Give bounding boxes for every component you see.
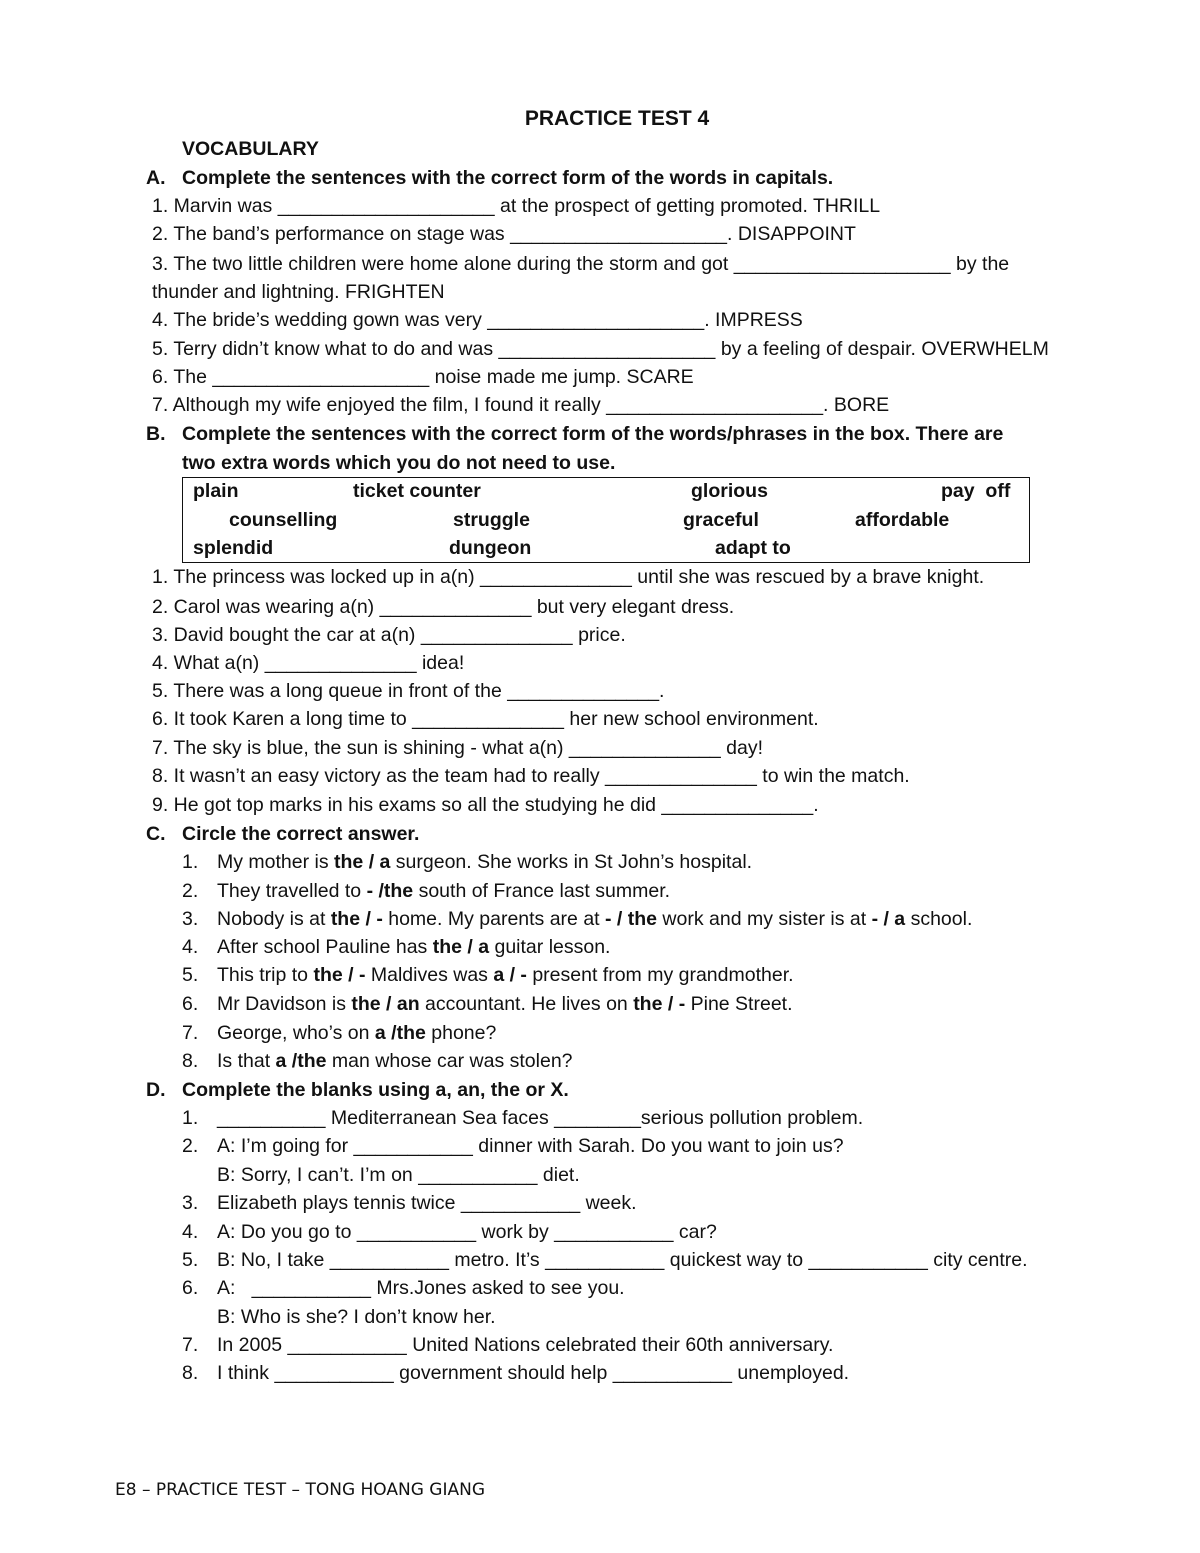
sentence-text: school. [905,908,973,930]
answer-options[interactable]: - / a [871,908,906,930]
answer-options[interactable]: the / - [313,964,366,986]
item-number: 4. [182,936,199,958]
item-number: 2. [182,880,199,902]
exercise-a-item: 4. The bride’s wedding gown was very ____________________. IMPRESS [152,309,803,331]
sentence-text: My mother is [217,851,335,873]
sentence-text: B: Sorry, I can’t. I’m on ___________ diet. [217,1164,580,1186]
page-footer: E8 – PRACTICE TEST – TONG HOANG GIANG [115,1480,486,1500]
exercise-d-item [182,1361,849,1385]
sentence-text: A: ___________ Mrs.Jones asked to see you. [217,1277,625,1299]
word-box-item: dungeon [449,537,532,559]
item-number: 5. [182,1249,199,1271]
answer-options[interactable]: a /the [374,1022,426,1044]
sentence-text: Nobody is at [217,908,331,930]
section-d-instruction: Complete the blanks using a, an, the or X. [182,1079,569,1101]
exercise-a-item-continued: thunder and lightning. FRIGHTEN [152,281,445,303]
sentence-text: After school Pauline has [217,936,433,958]
exercise-a-item: 1. Marvin was ____________________ at the prospect of getting promoted. THRILL [152,195,881,217]
sentence-text: phone? [425,1022,497,1044]
item-number: 6. [182,993,199,1015]
item-number: 7. [182,1334,199,1356]
sentence-text: Pine Street. [685,993,793,1015]
word-box-item: graceful [683,509,759,531]
sentence-text: home. My parents are at [382,908,605,930]
exercise-c-item [182,850,752,874]
answer-options[interactable]: the / a [334,851,391,873]
section-b-instruction-continued: two extra words which you do not need to use. [182,452,616,474]
answer-options[interactable]: the / - [330,908,383,930]
sentence-text: present from my grandmother. [526,964,794,986]
exercise-d-item [182,1134,844,1158]
sentence-text: B: No, I take ___________ metro. It’s ___________ quickest way to ___________ city centre. [217,1249,1028,1271]
word-box-item: ticket counter [353,480,481,502]
word-box-item: pay off [941,480,1011,502]
exercise-c-item [182,992,793,1016]
exercise-d-item [182,1163,580,1187]
exercise-d-item [182,1220,717,1244]
sentence-text: B: Who is she? I don’t know her. [217,1306,496,1328]
answer-options[interactable]: the / an [351,993,420,1015]
item-number: 2. [182,1135,199,1157]
exercise-c-item [182,907,972,931]
exercise-b-item: 1. The princess was locked up in a(n) ______________ until she was rescued by a brave knight. [152,566,985,588]
exercise-b-item: 3. David bought the car at a(n) ______________ price. [152,624,626,646]
sentence-text: Mr Davidson is [217,993,352,1015]
sentence-text: This trip to [217,964,314,986]
exercise-a-item: 5. Terry didn’t know what to do and was ____________________ by a feeling of despair. OVERWHELM [152,338,1049,360]
exercise-d-item [182,1276,625,1300]
exercise-b-item: 6. It took Karen a long time to ______________ her new school environment. [152,708,819,730]
word-box-item: glorious [691,480,768,502]
exercise-a-item: 3. The two little children were home alone during the storm and got ____________________ by the [152,253,1010,275]
section-a-letter: A. [146,167,166,189]
answer-options[interactable]: - /the [366,880,414,902]
answer-options[interactable]: a / - [493,964,527,986]
sentence-text: accountant. He lives on [419,993,634,1015]
section-c-letter: C. [146,823,166,845]
section-c-instruction: Circle the correct answer. [182,823,420,845]
exercise-d-item [182,1333,833,1357]
answer-options[interactable]: a /the [275,1050,327,1072]
page-title: PRACTICE TEST 4 [524,107,710,130]
answer-options[interactable]: the / a [432,936,490,958]
item-number: 5. [182,964,199,986]
exercise-b-item: 4. What a(n) ______________ idea! [152,652,465,674]
exercise-d-item [182,1305,496,1329]
exercise-b-item: 8. It wasn’t an easy victory as the team had to really ______________ to win the match. [152,765,910,787]
sentence-text: __________ Mediterranean Sea faces ________serious pollution problem. [217,1107,864,1129]
item-number: 3. [182,1192,199,1214]
sentence-text: George, who’s on [217,1022,375,1044]
word-box-item: affordable [855,509,950,531]
sentence-text: work and my sister is at [657,908,872,930]
word-box-item: adapt to [715,537,791,559]
item-number: 1. [182,1107,199,1129]
exercise-c-item [182,963,794,987]
exercise-b-item: 5. There was a long queue in front of the ______________. [152,680,665,702]
sentence-text: They travelled to [217,880,367,902]
word-box-item: counselling [229,509,338,531]
item-number: 6. [182,1277,199,1299]
word-box [182,477,1030,563]
exercise-b-item: 9. He got top marks in his exams so all the studying he did ______________. [152,794,819,816]
section-a-instruction: Complete the sentences with the correct form of the words in capitals. [182,167,834,189]
sentence-text: A: Do you go to ___________ work by ___________ car? [217,1221,717,1243]
section-b-letter: B. [146,423,166,445]
sentence-text: I think ___________ government should help ___________ unemployed. [217,1362,850,1384]
sentence-text: guitar lesson. [489,936,611,958]
answer-options[interactable]: - / the [605,908,657,930]
sentence-text: south of France last summer. [413,880,671,902]
exercise-c-item [182,1021,496,1045]
answer-options[interactable]: the / - [633,993,686,1015]
exercise-b-item: 7. The sky is blue, the sun is shining - what a(n) ______________ day! [152,737,764,759]
exercise-d-item [182,1248,1028,1272]
item-number: 8. [182,1362,199,1384]
section-heading: VOCABULARY [182,138,319,160]
sentence-text: Is that [217,1050,276,1072]
item-number: 1. [182,851,199,873]
exercise-c-item [182,935,610,959]
exercise-a-item: 6. The ____________________ noise made me jump. SCARE [152,366,694,388]
exercise-c-item [182,1049,573,1073]
section-b-instruction: Complete the sentences with the correct form of the words/phrases in the box. There are [182,423,1004,445]
item-number: 8. [182,1050,199,1072]
sentence-text: surgeon. She works in St John’s hospital. [390,851,753,873]
section-d-letter: D. [146,1079,166,1101]
sentence-text: In 2005 ___________ United Nations celebrated their 60th anniversary. [217,1334,834,1356]
exercise-d-item [182,1106,863,1130]
sentence-text: man whose car was stolen? [326,1050,573,1072]
item-number: 4. [182,1221,199,1243]
exercise-d-item [182,1191,637,1215]
item-number: 7. [182,1022,199,1044]
exercise-a-item: 7. Although my wife enjoyed the film, I found it really ____________________. BORE [152,394,890,416]
exercise-c-item [182,879,670,903]
sentence-text: Maldives was [365,964,494,986]
exercise-a-item: 2. The band’s performance on stage was ____________________. DISAPPOINT [152,223,856,245]
word-box-item: splendid [193,537,274,559]
exercise-b-item: 2. Carol was wearing a(n) ______________ but very elegant dress. [152,596,735,618]
word-box-item: struggle [453,509,530,531]
sentence-text: Elizabeth plays tennis twice ___________ week. [217,1192,637,1214]
sentence-text: A: I’m going for ___________ dinner with Sarah. Do you want to join us? [217,1135,844,1157]
word-box-item: plain [193,480,239,502]
item-number: 3. [182,908,199,930]
